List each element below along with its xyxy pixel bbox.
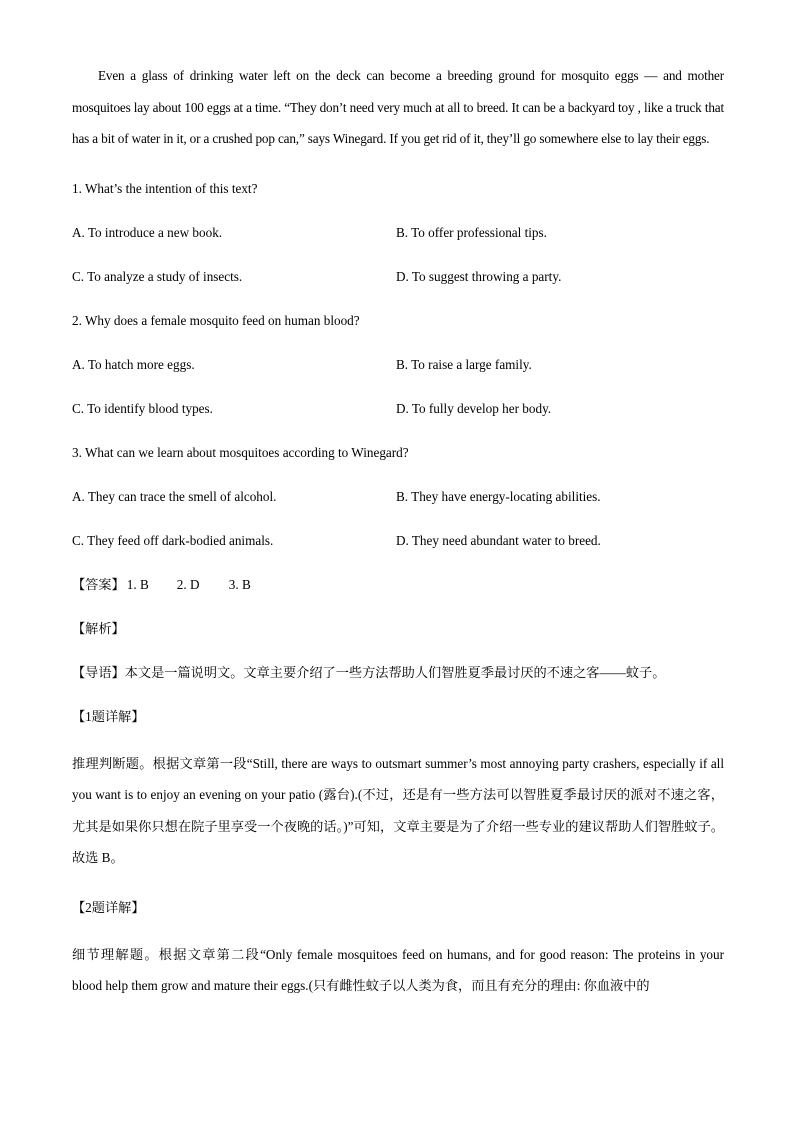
detail-1-label: 【1题详解】 (72, 708, 145, 724)
answer-item: 3. B (228, 576, 251, 592)
passage-paragraph: Even a glass of drinking water left on the deck can become a breeding ground for mosquito eggs — and mother mosquitoes lay about 100 eggs at a time. “They don’t need very much at all to breed. It can be a backyard toy , like a truck that has a bit of water in it, or a crushed pop can,” says Winegard. If you get rid of it, they’ll go somewhere else to lay their eggs. (72, 68, 724, 146)
option-c: C. To identify blood types. (72, 400, 213, 416)
document-page (72, 60, 724, 1002)
options-row (72, 267, 724, 287)
option-c: C. They feed off dark-bodied animals. (72, 532, 274, 548)
options-row (72, 399, 724, 419)
answer-label: 【答案】 (72, 576, 125, 592)
analysis-label: 【解析】 (72, 620, 125, 636)
question-stem: 3. What can we learn about mosquitoes according to Winegard? (72, 444, 409, 460)
options-row (72, 223, 724, 243)
detail-1-text: 推理判断题。根据文章第一段“Still, there are ways to outsmart summer’s most annoying party crashers, especially if all you want is to enjoy an evening on your patio (露台).(不过，还是有一些方法可以智胜夏季最讨厌的派对不速之客，尤其是如果你只想在院子里享受一个夜晚的话。)”可知，文章主要是为了介绍一些专业的建议帮助人们智胜蚊子。故选 B。 (72, 755, 724, 865)
option-a: A. They can trace the smell of alcohol. (72, 488, 277, 504)
question-1 (72, 179, 724, 287)
option-c: C. To analyze a study of insects. (72, 268, 243, 284)
analysis-intro (72, 663, 724, 683)
option-d: D. They need abundant water to breed. (396, 532, 601, 548)
option-d: D. To suggest throwing a party. (396, 268, 562, 284)
answer-line (72, 575, 724, 595)
option-b: B. To offer professional tips. (396, 224, 547, 240)
option-b: B. They have energy-locating abilities. (396, 488, 601, 504)
answer-item: 1. B (126, 576, 149, 592)
options-row (72, 531, 724, 551)
options-row (72, 355, 724, 375)
option-b: B. To raise a large family. (396, 356, 532, 372)
option-a: A. To hatch more eggs. (72, 356, 195, 372)
detail-2-label: 【2题详解】 (72, 899, 145, 915)
question-2 (72, 311, 724, 419)
intro-text: 本文是一篇说明文。文章主要介绍了一些方法帮助人们智胜夏季最讨厌的不速之客——蚊子。 (124, 664, 666, 680)
question-stem: 1. What’s the intention of this text? (72, 180, 258, 196)
intro-label: 【导语】 (72, 664, 125, 680)
detail-2-text: 细节理解题。根据文章第二段“Only female mosquitoes feed on humans, and for good reason: The proteins in your blood help them grow and mature their eggs.(只有雌性蚊子以人类为食，而且有充分的理由: 你血液中的 (72, 946, 724, 993)
option-a: A. To introduce a new book. (72, 224, 223, 240)
question-stem: 2. Why does a female mosquito feed on human blood? (72, 312, 360, 328)
question-3 (72, 443, 724, 551)
answer-item: 2. D (176, 576, 200, 592)
option-d: D. To fully develop her body. (396, 400, 552, 416)
options-row (72, 487, 724, 507)
